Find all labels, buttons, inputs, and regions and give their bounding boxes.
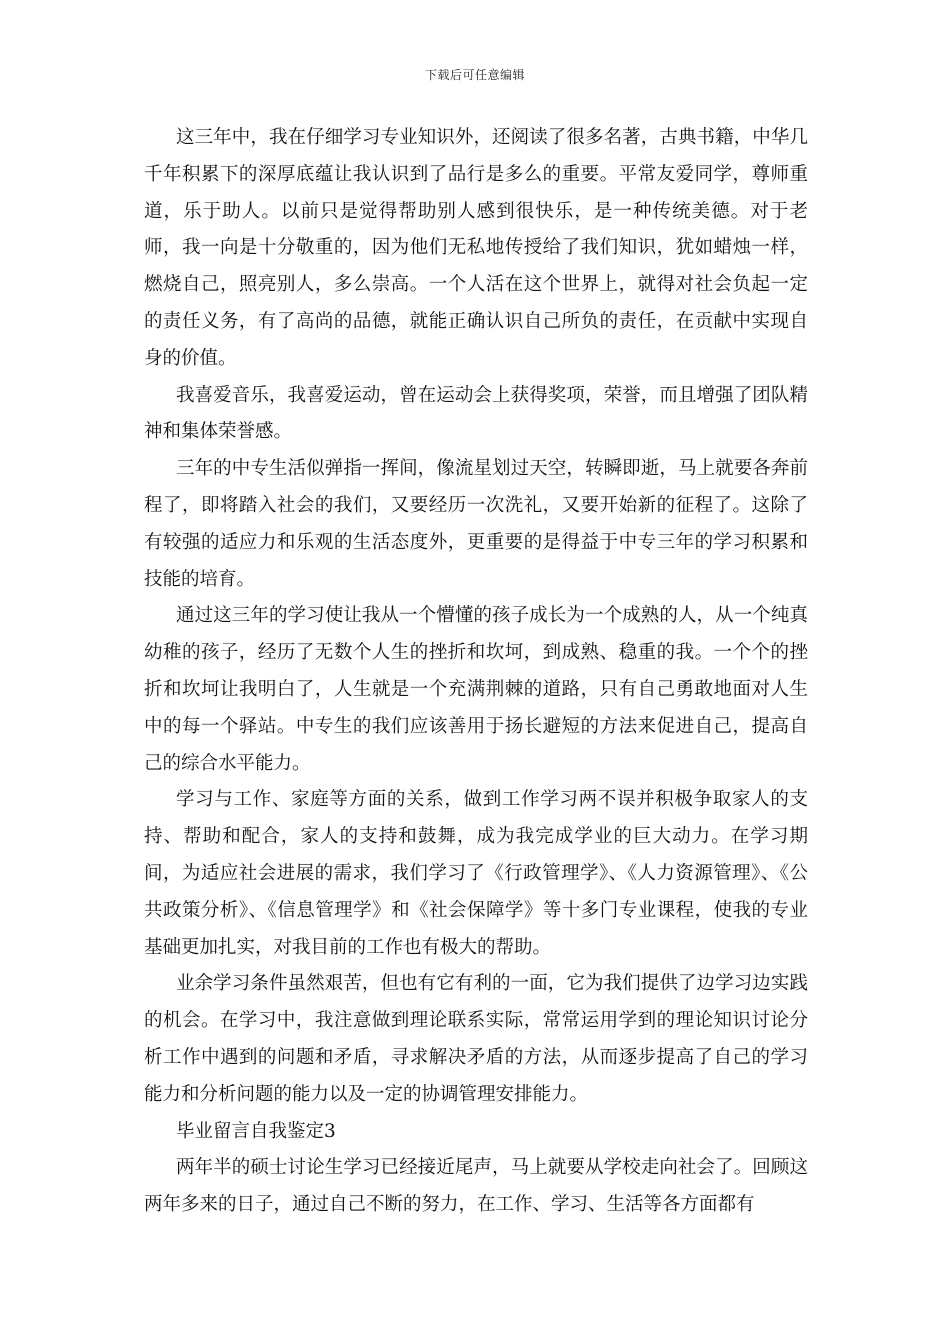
paragraph-4: 通过这三年的学习使让我从一个懵懂的孩子成长为一个成熟的人，从一个纯真幼稚的孩子，经历了无数个人生的挫折和坎坷，到成熟、稳重的我。一个个的挫折和坎坷让我明白了，人生就是一个充满荆棘的道路，只有自己勇敢地面对人生中的每一个驿站。中专生的我们应该善用于扬长避短的方法来促进自己，提高自己的综合水平能力。 [144, 605, 808, 774]
page-header-note: 下载后可任意编辑 [424, 68, 525, 82]
document-body [144, 120, 808, 1224]
paragraph-2: 我喜爱音乐，我喜爱运动，曾在运动会上获得奖项，荣誉，而且增强了团队精神和集体荣誉感。 [144, 384, 808, 443]
paragraph-1: 这三年中，我在仔细学习专业知识外，还阅读了很多名著，古典书籍，中华几千年积累下的深厚底蕴让我认识到了品行是多么的重要。平常友爱同学，尊师重道，乐于助人。以前只是觉得帮助别人感到很快乐，是一种传统美德。对于老师，我一向是十分敬重的，因为他们无私地传授给了我们知识，犹如蜡烛一样，燃烧自己，照亮别人，多么崇高。一个人活在这个世界上，就得对社会负起一定的责任义务，有了高尚的品德，就能正确认识自己所负的责任，在贡献中实现自身的价值。 [144, 127, 808, 369]
paragraph-6: 业余学习条件虽然艰苦，但也有它有利的一面，它为我们提供了边学习边实践的机会。在学习中，我注意做到理论联系实际，常常运用学到的理论知识讨论分析工作中遇到的问题和矛盾，寻求解决矛盾的方法，从而逐步提高了自己的学习能力和分析问题的能力以及一定的协调管理安排能力。 [144, 973, 808, 1105]
paragraph-5: 学习与工作、家庭等方面的关系，做到工作学习两不误并积极争取家人的支持、帮助和配合，家人的支持和鼓舞，成为我完成学业的巨大动力。在学习期间，为适应社会进展的需求，我们学习了《行政管理学》、《人力资源管理》、《公共政策分析》、《信息管理学》和《社会保障学》等十多门专业课程，使我的专业基础更加扎实，对我目前的工作也有极大的帮助。 [144, 789, 808, 958]
paragraph-3: 三年的中专生活似弹指一挥间，像流星划过天空，转瞬即逝，马上就要各奔前程了，即将踏入社会的我们，又要经历一次洗礼，又要开始新的征程了。这除了有较强的适应力和乐观的生活态度外，更重要的是得益于中专三年的学习积累和技能的培育。 [144, 458, 808, 590]
section-heading: 毕业留言自我鉴定3 [176, 1120, 336, 1142]
paragraph-7: 两年半的硕士讨论生学习已经接近尾声，马上就要从学校走向社会了。回顾这两年多来的日子，通过自己不断的努力，在工作、学习、生活等各方面都有 [144, 1157, 808, 1216]
